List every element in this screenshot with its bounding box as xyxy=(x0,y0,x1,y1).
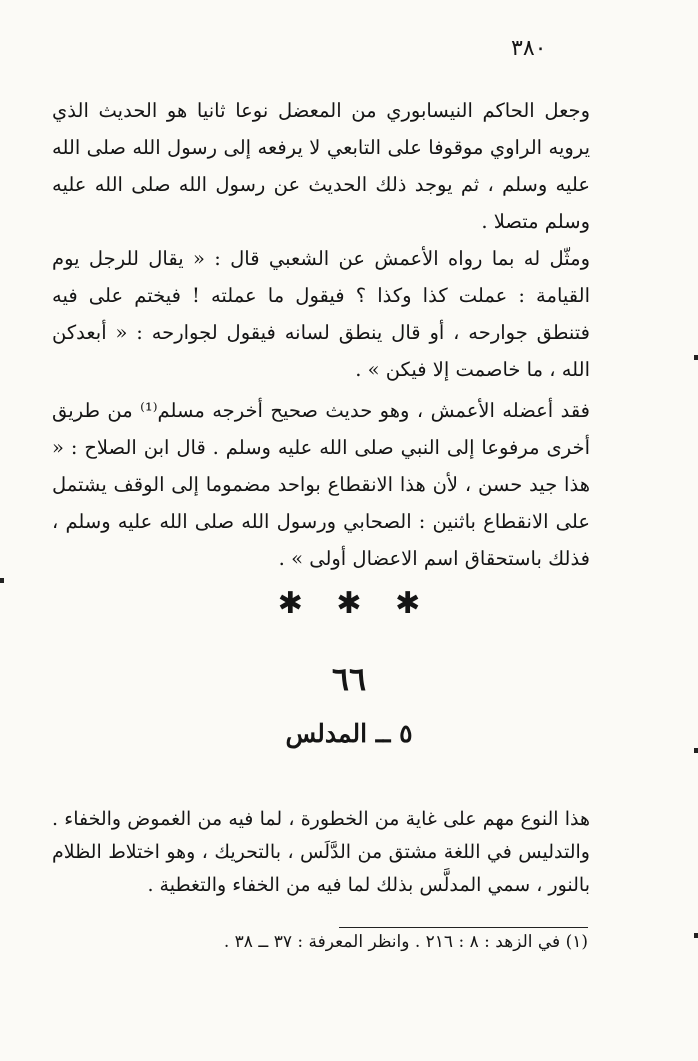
section-paragraph-text: هذا النوع مهم على غاية من الخطورة ، لما فيه من الغموض والخفاء . والتدليس في اللغة مشتق من الدَّلَس ، بالتحريك ، وهو اختلاط الظلام بالنور ، سمي المدلَّس بذلك لما فيه من الخفاء والتغطية . xyxy=(52,808,590,896)
paragraph-3 xyxy=(52,392,590,577)
paragraph-1-text: وجعل الحاكم النيسابوري من المعضل نوعا ثانيا هو الحديث الذي يرويه الراوي موقوفا على التابعي لا يرفعه إلى رسول الله صلى الله عليه وسلم ، ثم يوجد ذلك الحديث عن رسول الله صلى الله عليه وسلم متصلا . xyxy=(52,99,590,233)
footnote-divider xyxy=(339,927,588,928)
section-number: ٦٦ xyxy=(331,660,367,698)
paragraph-1 xyxy=(52,92,590,240)
page-number: ٣٨٠ xyxy=(511,36,547,61)
section-paragraph xyxy=(52,803,590,902)
paragraph-3-text: فقد أعضله الأعمش ، وهو حديث صحيح أخرجه مسلم⁽¹⁾ من طريق أخرى مرفوعا إلى النبي صلى الله عليه وسلم . قال ابن الصلاح : « هذا جيد حسن ، لأن هذا الانقطاع بواحد مضموما إلى الوقف يشتمل على الانقطاع باثنين : الصحابي ورسول الله صلى الله عليه وسلم ، فذلك باستحقاق اسم الاعضال أولى » . xyxy=(52,399,590,570)
margin-mark xyxy=(694,748,698,753)
margin-mark xyxy=(694,933,698,938)
margin-mark xyxy=(0,578,4,583)
paragraph-2-text: ومثّل له بما رواه الأعمش عن الشعبي قال : « يقال للرجل يوم القيامة : عملت كذا وكذا ؟ فيقول ما عملته ! فيختم على فيه فتنطق جوارحه ، أو قال ينطق لسانه فيقول لجوارحه : « أبعدكن الله ، ما خاصمت إلا فيكن » . xyxy=(52,247,590,381)
asterism-icon: ✱ xyxy=(277,586,303,621)
section-divider xyxy=(0,586,698,621)
section-title: ٥ ــ المدلس xyxy=(285,719,413,748)
asterism-icon: ✱ xyxy=(395,586,421,621)
paragraph-2 xyxy=(52,240,590,388)
margin-mark xyxy=(694,355,698,360)
asterism-icon: ✱ xyxy=(336,586,362,621)
footnote: (١) في الزهد : ٨ : ٢١٦ . وانظر المعرفة : ٣٧ ــ ٣٨ . xyxy=(223,932,588,952)
